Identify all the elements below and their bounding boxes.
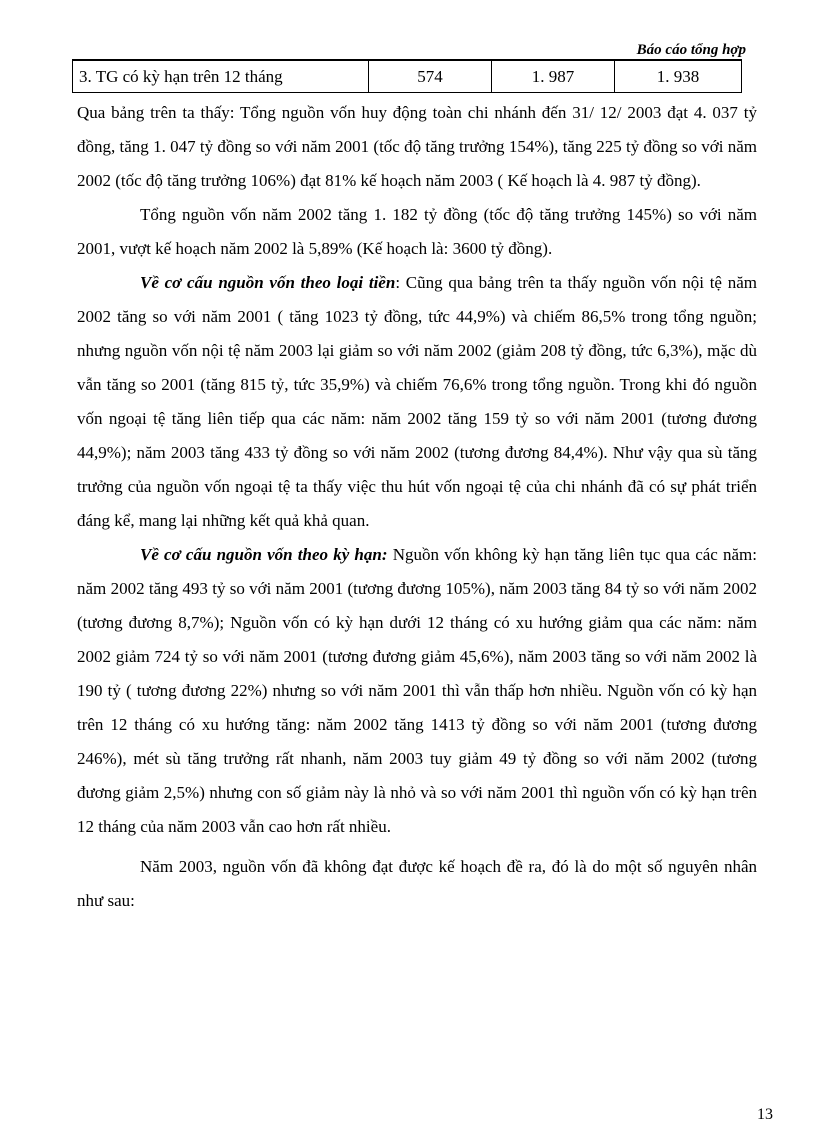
- paragraph-text-currency: : Cũng qua bảng trên ta thấy nguồn vốn nội tệ năm 2002 tăng so với năm 2001 ( tăng 1023 tỷ đồng, tức 44,9%) và chiếm 86,5% trong tổng nguồn; nhưng nguồn vốn nội tệ năm 2003 lại giảm so với năm 2002 (giảm 208 tỷ đồng, tức 6,3%), mặc dù vẫn tăng so 2001 (tăng 815 tỷ, tức 35,9%) và chiếm 76,6% trong tổng nguồn. Trong khi đó nguồn vốn ngoại tệ tăng liên tiếp qua các năm: năm 2002 tăng 159 tỷ so với năm 2001 (tương đương 44,9%); năm 2003 tăng 433 tỷ đồng so với năm 2002 (tương đương 84,4%). Như vậy qua sù tăng trưởng của nguồn vốn ngoại tệ ta thấy việc thu hút vốn ngoại tệ của chi nhánh đã có sự phát triển đáng kể, mang lại những kết quả khả quan.: [77, 273, 757, 530]
- table-row: [73, 61, 742, 93]
- paragraph-text-term: Nguồn vốn không kỳ hạn tăng liên tục qua các năm: năm 2002 tăng 493 tỷ so với năm 2001 (tương đương 105%), năm 2003 tăng 84 tỷ so với năm 2002 (tương đương 8,7%); Nguồn vốn có kỳ hạn dưới 12 tháng có xu hướng giảm qua các năm: năm 2002 giảm 724 tỷ so với năm 2001 (tương đương giảm 45,6%), năm 2003 tăng so với năm 2002 là 190 tỷ ( tương đương 22%) nhưng so với năm 2001 thì vẫn thấp hơn nhiều. Nguồn vốn có kỳ hạn trên 12 tháng có xu hướng tăng: năm 2002 tăng 1413 tỷ đồng so với năm 2001 (tương đương 246%), mét sù tăng trưởng rất nhanh, năm 2003 tuy giảm 49 tỷ đồng so với năm 2002 (tương đương giảm 2,5%) nhưng con số giảm này là nhỏ và so với năm 2001 thì nguồn vốn có kỳ hạn trên 12 tháng của năm 2003 vẫn cao hơn rất nhiều.: [77, 545, 757, 836]
- page-number: 13: [757, 1106, 773, 1123]
- paragraph-reasons-intro: Năm 2003, nguồn vốn đã không đạt được kế hoạch đề ra, đó là do một số nguyên nhân như sau:: [77, 857, 757, 910]
- table-cell-2003: 1. 938: [615, 61, 742, 93]
- paragraph-lead-currency: Về cơ cấu nguồn vốn theo loại tiền: [140, 273, 396, 292]
- report-body: [77, 96, 757, 918]
- report-header-title: Báo cáo tổng hợp: [636, 42, 746, 58]
- table-cell-2002: 1. 987: [492, 61, 615, 93]
- table-cell-2001: 574: [369, 61, 492, 93]
- table-cell-category: 3. TG có kỳ hạn trên 12 tháng: [73, 61, 369, 93]
- paragraph-lead-term: Về cơ cấu nguồn vốn theo kỳ hạn:: [140, 545, 388, 564]
- paragraph-2002-growth: Tổng nguồn vốn năm 2002 tăng 1. 182 tỷ đồng (tốc độ tăng trưởng 145%) so với năm 2001, vượt kế hoạch năm 2002 là 5,89% (Kế hoạch là: 3600 tỷ đồng).: [77, 205, 757, 258]
- capital-table: [72, 60, 742, 93]
- paragraph-term-structure: [77, 538, 757, 844]
- paragraph-currency-structure: [77, 266, 757, 538]
- paragraph-summary: Qua bảng trên ta thấy: Tổng nguồn vốn huy động toàn chi nhánh đến 31/ 12/ 2003 đạt 4. 037 tỷ đồng, tăng 1. 047 tỷ đồng so với năm 2001 (tốc độ tăng trưởng 154%), tăng 225 tỷ đồng so với năm 2002 (tốc độ tăng trưởng 106%) đạt 81% kế hoạch năm 2003 ( Kế hoạch là 4. 987 tỷ đồng).: [77, 103, 757, 190]
